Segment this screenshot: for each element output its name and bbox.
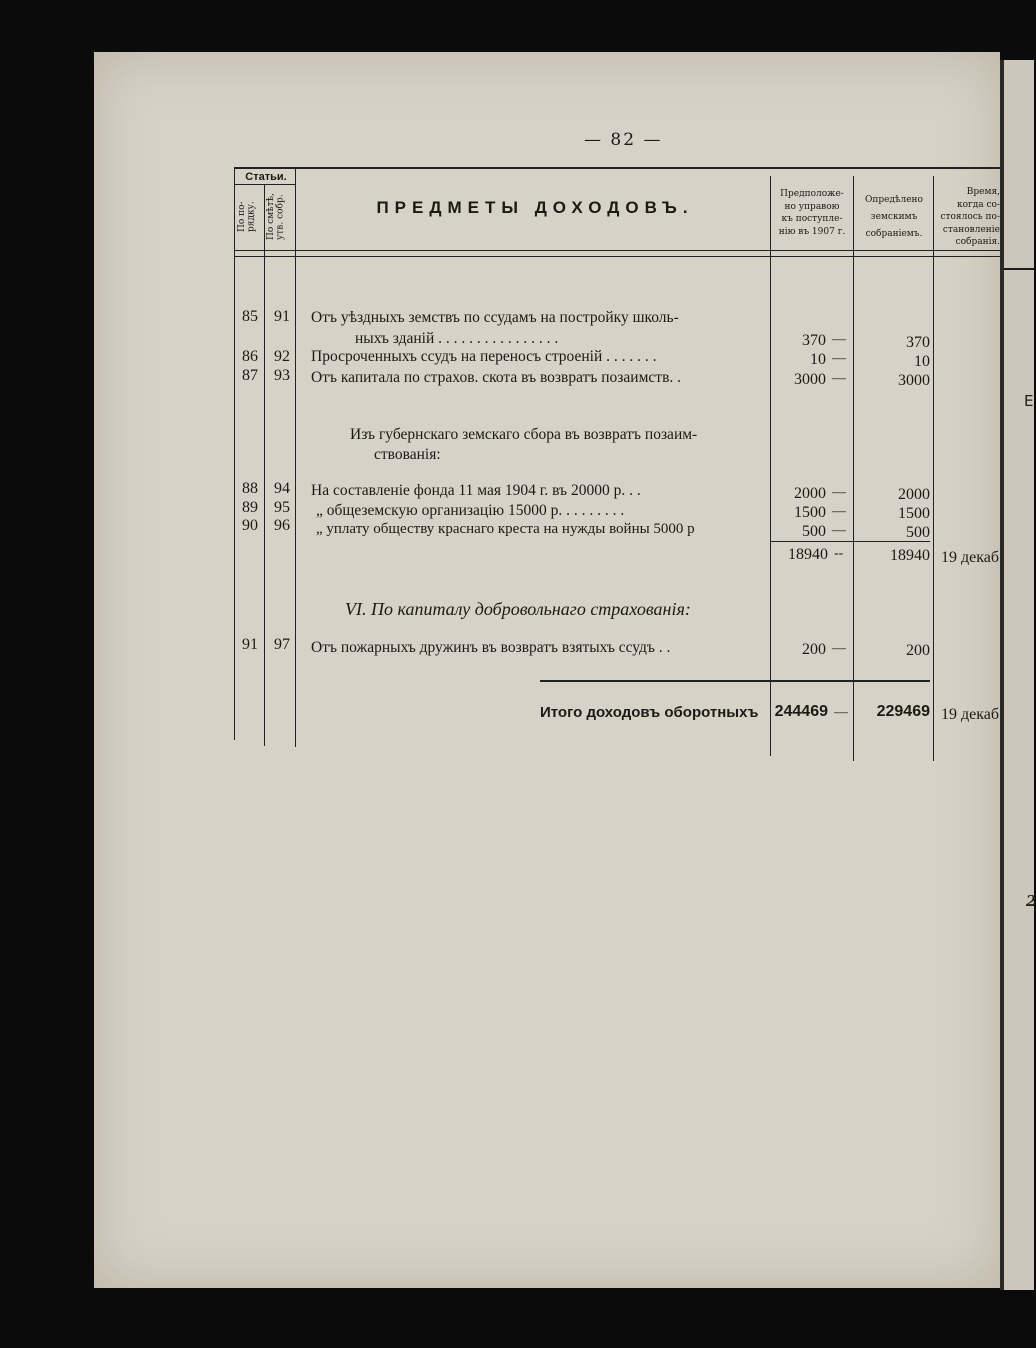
row-proposed: 1500	[794, 504, 826, 521]
row-determined: 3000	[898, 372, 930, 389]
row-order-number: 91	[242, 636, 258, 653]
row-text: „ уплату обществу краснаго креста на нужды войны 5000 р	[316, 521, 695, 537]
row-proposed: 2000	[794, 485, 826, 502]
row-smeta-number: 91	[274, 308, 290, 325]
subtotal-dash: --	[834, 546, 844, 561]
row-dash: —	[832, 523, 846, 538]
total-determined: 229469	[876, 703, 930, 720]
row-determined: 500	[906, 524, 930, 541]
total-rule	[540, 680, 930, 682]
header-col-determined: Опредѣлено земскимъ собраніемъ.	[865, 195, 923, 240]
row-dash: —	[832, 332, 846, 347]
total-label: Итого доходовъ оборотныхъ	[540, 704, 759, 721]
row-determined: 200	[906, 642, 930, 659]
header-bottom-rule	[234, 250, 1000, 251]
row-text: На составленіе фонда 11 мая 1904 г. въ 20000 р. . .	[311, 482, 641, 499]
header-stati: Статьи.	[245, 171, 287, 183]
row-order-number: 87	[242, 367, 258, 384]
adjacent-page-letter: Е	[1024, 392, 1034, 410]
row-determined: 2000	[898, 486, 930, 503]
row-smeta-number: 92	[274, 348, 290, 365]
row-text: „ общеземскую организацію 15000 р. . . . . . . . .	[316, 502, 625, 519]
subtotal-proposed: 18940	[788, 546, 828, 563]
header-col-proposed: Предположе- но управою къ поступле- нію въ 1907 г.	[778, 189, 846, 237]
row-determined: 370	[906, 334, 930, 351]
total-date: 19 декаб	[941, 706, 1000, 723]
col-divider-4	[853, 176, 854, 761]
row-text: Просроченныхъ ссудъ на переносъ строеній . . . . . . .	[311, 348, 657, 365]
subtotal-date: 19 декаб	[941, 549, 1000, 566]
section-heading: VI. По капиталу добровольнаго страхованія:	[345, 599, 691, 619]
row-order-number: 88	[242, 480, 258, 497]
row-dash: —	[832, 641, 846, 656]
col-divider-3	[770, 176, 771, 756]
row-determined: 10	[914, 353, 930, 370]
row-proposed: 200	[802, 641, 826, 658]
col-divider-2	[295, 167, 296, 747]
row-determined: 1500	[898, 505, 930, 522]
row-text: Отъ пожарныхъ дружинъ въ возвратъ взятыхъ ссудъ . .	[311, 639, 671, 656]
adjacent-page-rule	[1004, 268, 1034, 270]
col-divider-5	[933, 176, 934, 761]
total-dash: —	[834, 705, 848, 720]
table-top-rule	[234, 167, 1000, 169]
row-order-number: 90	[242, 517, 258, 534]
page-number: — 82 —	[584, 130, 663, 150]
page-gutter	[1000, 60, 1004, 1290]
row-smeta-number: 94	[274, 480, 290, 497]
row-proposed: 3000	[794, 371, 826, 388]
stati-underline	[234, 184, 296, 185]
header-title: ПРЕДМЕТЫ ДОХОДОВЪ.	[376, 198, 694, 217]
row-smeta-number: 93	[274, 367, 290, 384]
row-dash: —	[832, 351, 846, 366]
row-dash: —	[832, 371, 846, 386]
row-smeta-number: 97	[274, 636, 290, 653]
table-left-border	[234, 167, 235, 740]
subheading: Изъ губернскаго земскаго сбора въ возвратъ позаим-	[350, 426, 698, 443]
col-divider-1	[264, 184, 265, 746]
row-order-number: 86	[242, 348, 258, 365]
row-text: Отъ капитала по страхов. скота въ возвратъ позаимств. .	[311, 369, 682, 386]
row-order-number: 89	[242, 499, 258, 516]
adjacent-page	[1000, 60, 1034, 1290]
row-proposed: 370	[802, 332, 826, 349]
total-proposed: 244469	[774, 703, 828, 720]
row-dash: —	[832, 485, 846, 500]
row-order-number: 85	[242, 308, 258, 325]
row-text-cont: ныхъ зданій . . . . . . . . . . . . . . . .	[355, 330, 559, 347]
row-proposed: 10	[810, 351, 826, 368]
header-bottom-rule-2	[234, 256, 1000, 257]
adjacent-page-digit: 2	[1026, 892, 1036, 910]
header-col-time: Время, когда со- стоялось по- становленіе собранія.	[940, 187, 1000, 248]
subtotal-determined: 18940	[890, 547, 930, 564]
row-smeta-number: 95	[274, 499, 290, 516]
row-proposed: 500	[802, 523, 826, 540]
header-col-order: По по-рядку.	[237, 201, 257, 233]
header-col-smeta: По смѣтѣ, утв. собр.	[266, 193, 286, 241]
subheading-cont: ствованія:	[374, 446, 441, 463]
row-smeta-number: 96	[274, 517, 290, 534]
row-dash: —	[832, 504, 846, 519]
row-text: Отъ уѣздныхъ земствъ по ссудамъ на постройку школь-	[311, 309, 679, 326]
